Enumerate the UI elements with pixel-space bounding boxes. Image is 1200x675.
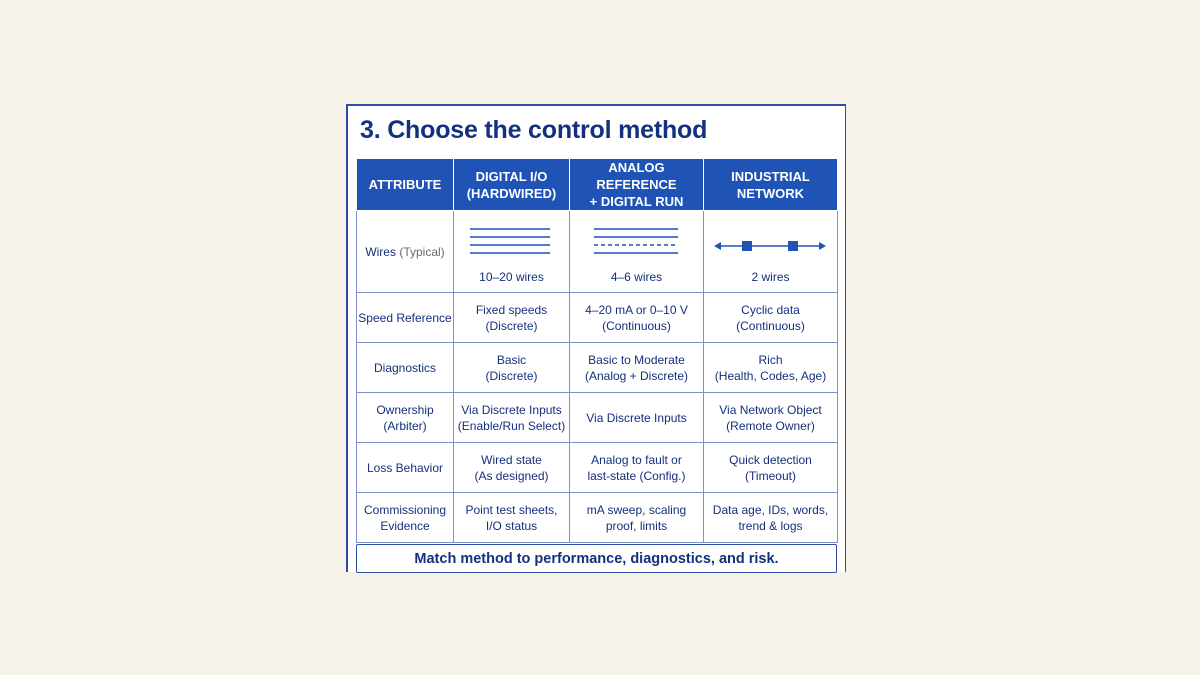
cell-text: Via Network Object — [719, 402, 822, 417]
cell-text: Via Discrete Inputs — [586, 410, 687, 425]
cell-text: (Arbiter) — [383, 418, 427, 433]
cell-text: Diagnostics — [373, 360, 437, 375]
network-bus-icon — [704, 212, 838, 262]
cell-analog-commissioning-evidence — [570, 493, 704, 543]
table-row-commissioning-evidence — [357, 493, 838, 543]
wires-analog-value: 4–6 wires — [610, 269, 663, 284]
comparison-table — [356, 158, 838, 543]
cell-text: (Continuous) — [736, 318, 805, 333]
cell-text: (Health, Codes, Age) — [714, 368, 827, 383]
wires-network-value: 2 wires — [751, 269, 790, 284]
row-label-wires: Wires (Typical) — [357, 211, 454, 293]
cell-analog-ownership — [570, 393, 704, 443]
table-row-speed-reference — [357, 293, 838, 343]
cell-text: trend & logs — [738, 518, 803, 533]
cell-wires-analog — [570, 211, 704, 293]
row-label-speed-reference — [357, 293, 454, 343]
header-industrial-network: INDUSTRIAL NETWORK — [704, 159, 838, 211]
cell-text: Loss Behavior — [366, 460, 444, 475]
parallel-wires-icon — [454, 212, 570, 262]
cell-digital-speed-reference — [454, 293, 570, 343]
cell-text: (Discrete) — [485, 318, 538, 333]
cell-text: Ownership — [376, 402, 434, 417]
header-analog-reference: ANALOG REFERENCE + DIGITAL RUN — [570, 159, 704, 211]
cell-text: (Analog + Discrete) — [584, 368, 689, 383]
cell-analog-loss-behavior — [570, 443, 704, 493]
cell-text: Fixed speeds — [475, 302, 548, 317]
cell-text: proof, limits — [605, 518, 668, 533]
wire-pair-dashed-icon — [570, 212, 704, 262]
cell-text: Via Discrete Inputs — [461, 402, 562, 417]
cell-text: last-state (Config.) — [587, 468, 686, 483]
row-label-loss-behavior — [357, 443, 454, 493]
wires-digital-value: 10–20 wires — [479, 269, 544, 284]
row-label-ownership — [357, 393, 454, 443]
header-digital-io: DIGITAL I/O (HARDWIRED) — [454, 159, 570, 211]
table-row-wires — [357, 211, 838, 293]
cell-analog-diagnostics — [570, 343, 704, 393]
cell-text: Basic to Moderate — [588, 352, 685, 367]
cell-digital-ownership — [454, 393, 570, 443]
cell-network-commissioning-evidence — [704, 493, 838, 543]
cell-text: Basic — [496, 352, 527, 367]
cell-text: Cyclic data — [741, 302, 800, 317]
cell-network-ownership — [704, 393, 838, 443]
page-title: 3. Choose the control method — [360, 116, 708, 144]
row-label-commissioning-evidence — [357, 493, 454, 543]
cell-text: Data age, IDs, words, — [712, 502, 829, 517]
cell-network-speed-reference — [704, 293, 838, 343]
cell-text: Quick detection — [729, 452, 812, 467]
cell-digital-loss-behavior — [454, 443, 570, 493]
cell-text: Point test sheets, — [465, 502, 558, 517]
cell-text: Wired state — [481, 452, 542, 467]
cell-text: (Continuous) — [602, 318, 671, 333]
table-row-ownership — [357, 393, 838, 443]
cell-wires-digital — [454, 211, 570, 293]
cell-analog-speed-reference — [570, 293, 704, 343]
cell-digital-diagnostics — [454, 343, 570, 393]
cell-text: Analog to fault or — [591, 452, 682, 467]
cell-text: I/O status — [485, 518, 538, 533]
header-attribute: ATTRIBUTE — [357, 159, 454, 211]
cell-text: Rich — [758, 352, 783, 367]
cell-text: (Remote Owner) — [726, 418, 815, 433]
row-label-diagnostics — [357, 343, 454, 393]
control-method-card — [346, 104, 846, 572]
cell-text: (Enable/Run Select) — [457, 418, 566, 433]
cell-text: Evidence — [380, 518, 430, 533]
footer-callout: Match method to performance, diagnostics, and risk. — [356, 544, 837, 573]
header-row — [357, 159, 838, 211]
cell-text: 4–20 mA or 0–10 V — [585, 302, 688, 317]
cell-network-diagnostics — [704, 343, 838, 393]
cell-text: Speed Reference — [358, 310, 452, 325]
cell-text: (As designed) — [474, 468, 549, 483]
cell-text: (Discrete) — [485, 368, 538, 383]
table-row-diagnostics — [357, 343, 838, 393]
cell-text: mA sweep, scaling — [586, 502, 687, 517]
cell-wires-network — [704, 211, 838, 293]
cell-text: (Timeout) — [745, 468, 796, 483]
table-row-loss-behavior — [357, 443, 838, 493]
cell-text: Commissioning — [363, 502, 447, 517]
cell-network-loss-behavior — [704, 443, 838, 493]
cell-digital-commissioning-evidence — [454, 493, 570, 543]
